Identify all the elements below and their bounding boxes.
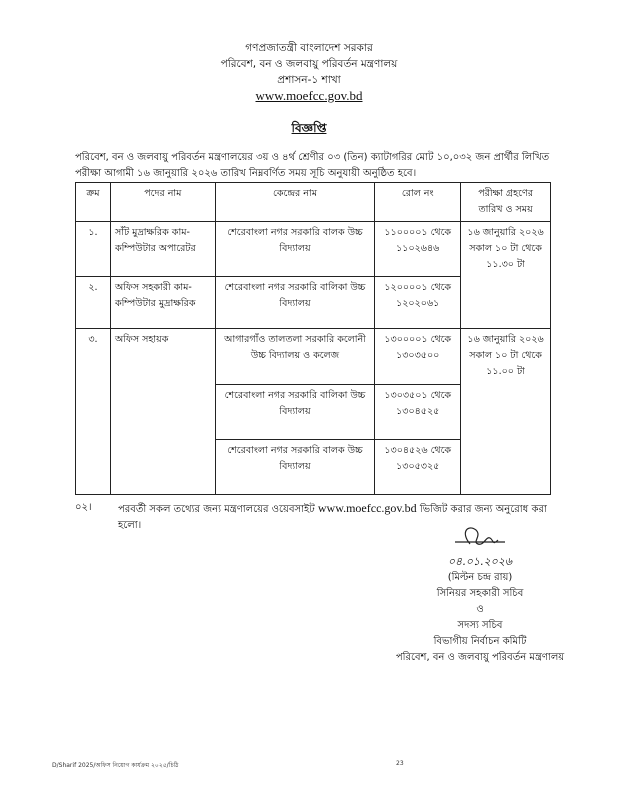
- center-cell: শেরেবাংলা নগর সরকারি বালিকা উচ্চ বিদ্যালয়: [215, 277, 375, 329]
- ministry-name: পরিবেশ, বন ও জলবায়ু পরিবর্তন মন্ত্রণালয়: [220, 58, 398, 70]
- header-center: কেন্দ্রের নাম: [215, 183, 375, 222]
- signatory-name: (মিল্টন চন্দ্র রায়): [447, 572, 513, 583]
- notice-title: বিজ্ঞপ্তি: [291, 121, 327, 135]
- header-serial: ক্রম: [76, 183, 111, 222]
- note-website-link[interactable]: www.moefcc.gov.bd: [317, 501, 417, 515]
- serial-cell: ১.: [76, 222, 111, 277]
- signature-date: ০৪.০১.২০২৬: [447, 555, 513, 568]
- note-text-after: ভিজিট করার জন্য অনুরোধ করা হলো।: [118, 504, 547, 531]
- header-post: পদের নাম: [110, 183, 215, 222]
- header-roll: রোল নং: [375, 183, 461, 222]
- page-number: 23: [396, 760, 404, 767]
- signature-block: [380, 522, 580, 666]
- exam-schedule-table: [75, 182, 551, 495]
- footer-path: D/Sharif 2025/অফিস নিয়োগ কার্যক্রম ২০২৫/চিঠি: [52, 762, 179, 769]
- center-cell: শেরেবাংলা নগর সরকারি বালক উচ্চ বিদ্যালয়: [215, 222, 375, 277]
- center-cell: শেরেবাংলা নগর সরকারি বালিকা উচ্চ বিদ্যালয়: [215, 385, 375, 440]
- serial-cell: ৩.: [76, 329, 111, 495]
- roll-cell: ১২০০০০১ থেকে ১২০২০৬১: [375, 277, 461, 329]
- center-cell: শেরেবাংলা নগর সরকারি বালক উচ্চ বিদ্যালয়: [215, 440, 375, 495]
- table-row: [76, 329, 551, 385]
- and-text: ও: [476, 604, 484, 615]
- note-text-before: পরবর্তী সকল তথ্যের জন্য মন্ত্রণালয়ের ওয়েবসাইট: [118, 504, 315, 515]
- note-number: ০২।: [75, 502, 92, 513]
- ministry-signature: পরিবেশ, বন ও জলবায়ু পরিবর্তন মন্ত্রণালয়: [395, 652, 565, 663]
- post-cell: অফিস সহকারী কাম-কম্পিউটার মুদ্রাক্ষরিক: [110, 277, 215, 329]
- branch-name: প্রশাসন-১ শাখা: [277, 74, 341, 86]
- designation-1: সিনিয়র সহকারী সচিব: [436, 588, 524, 599]
- website-link[interactable]: www.moefcc.gov.bd: [255, 88, 363, 103]
- designation-2: সদস্য সচিব: [457, 620, 503, 631]
- table-header-row: [76, 183, 551, 222]
- center-cell: আগারগাঁও তালতলা সরকারি কলোনী উচ্চ বিদ্যালয় ও কলেজ: [215, 329, 375, 385]
- roll-cell: ১৩০০০০১ থেকে ১৩০৩৫০০: [375, 329, 461, 385]
- serial-cell: ২.: [76, 277, 111, 329]
- govt-name: গণপ্রজাতন্ত্রী বাংলাদেশ সরকার: [245, 42, 373, 54]
- committee-name: বিভাগীয় নির্বাচন কমিটি: [433, 636, 527, 647]
- table-row: [76, 222, 551, 277]
- header-time: পরীক্ষা গ্রহণের তারিখ ও সময়: [461, 183, 551, 222]
- post-cell: সাঁট মুদ্রাক্ষরিক কাম-কম্পিউটার অপারেটর: [110, 222, 215, 277]
- letterhead: [0, 40, 618, 104]
- post-cell: অফিস সহায়ক: [110, 329, 215, 495]
- roll-cell: ১৩০৪৫২৬ থেকে ১৩০৫৩২৫: [375, 440, 461, 495]
- time-cell: ১৬ জানুয়ারি ২০২৬ সকাল ১০ টা থেকে ১১.৩০ টা: [461, 222, 551, 329]
- intro-paragraph: পরিবেশ, বন ও জলবায়ু পরিবর্তন মন্ত্রণালয়ের ৩য় ও ৪র্থ শ্রেণীর ০৩ (তিন) ক্যাটাগরির মোট ১০,০৩২ জন প্রার্থীর লিখিত পরীক্ষা আগামী ১৬ জানুয়ারি ২০২৬ তারিখ নিম্নবর্ণিত সময় সূচি অনুযায়ী অনুষ্ঠিত হবে।: [75, 152, 550, 179]
- roll-cell: ১৩০৩৫০১ থেকে ১৩০৪৫২৫: [375, 385, 461, 440]
- roll-cell: ১১০০০০১ থেকে ১১০২৬৪৬: [375, 222, 461, 277]
- handwritten-signature-icon: [450, 522, 510, 548]
- time-cell: ১৬ জানুয়ারি ২০২৬ সকাল ১০ টা থেকে ১১.০০ টা: [461, 329, 551, 495]
